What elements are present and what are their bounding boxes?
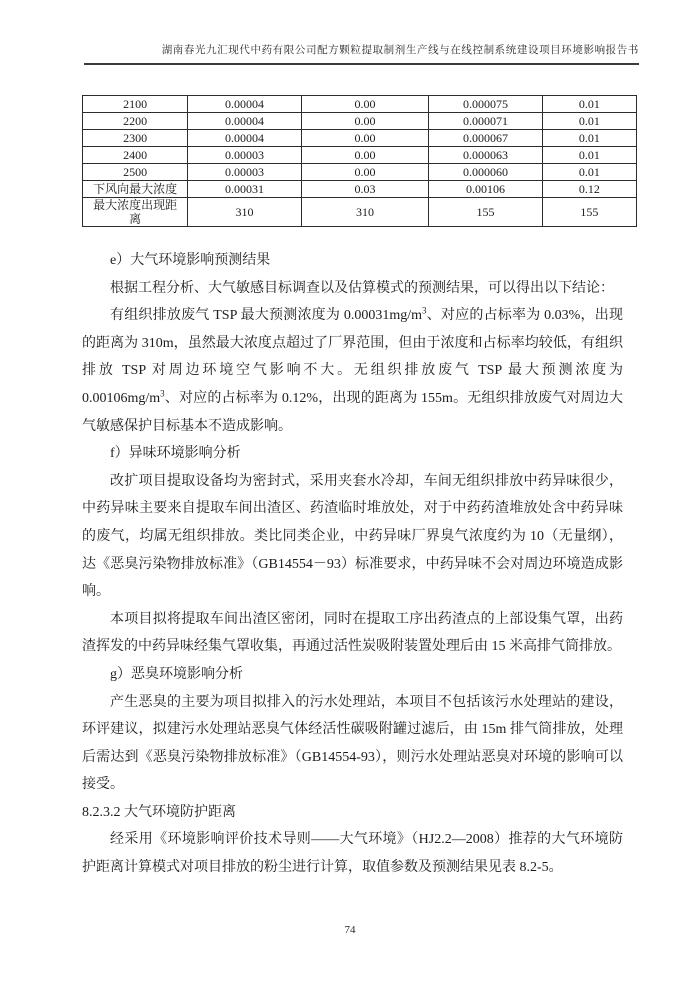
- section-g-heading: g）恶臭环境影响分析: [110, 666, 243, 682]
- table-row: [83, 198, 637, 227]
- text-segment: 、对应的占标率为 0.12%，出现的距离为 155m。无组织排放废气对周边大气敏感保护目标基本不造成影响。: [82, 390, 623, 434]
- text-segment: 有组织排放废气 TSP 最大预测浓度为 0.00031mg/m: [110, 308, 422, 324]
- value-cell: 155: [542, 198, 636, 227]
- table-row: [83, 164, 637, 181]
- section-e-heading: e）大气环境影响预测结果: [110, 253, 271, 268]
- value-cell: 0.000071: [429, 113, 543, 130]
- section-8232-heading: 8.2.3.2 大气环境防护距离: [82, 804, 236, 820]
- prediction-table-body: [83, 96, 637, 227]
- prediction-results-table: [82, 95, 637, 227]
- row-label-cell: 最大浓度出现距离: [83, 198, 188, 227]
- value-cell: 0.00: [301, 130, 428, 147]
- row-label-cell: 2200: [83, 113, 188, 130]
- value-cell: 0.01: [542, 96, 636, 113]
- value-cell: 0.01: [542, 147, 636, 164]
- value-cell: 0.00: [301, 164, 428, 181]
- value-cell: 310: [188, 198, 302, 227]
- value-cell: 0.03: [301, 181, 428, 198]
- table-row: [83, 147, 637, 164]
- body-content: [82, 247, 623, 882]
- value-cell: 0.00031: [188, 181, 302, 198]
- superscript: 3: [421, 305, 427, 316]
- value-cell: 0.00: [301, 147, 428, 164]
- value-cell: 0.00: [301, 96, 428, 113]
- paragraph-stench-analysis: 产生恶臭的主要为项目拟排入的污水处理站，本项目不包括该污水处理站的建设，环评建议，拟建污水处理站恶臭气体经活性碳吸附罐过滤后，由 15m 排气筒排放，处理后需达到《恶臭污染物排放标准》（GB14554-93），则污水处理站恶臭对环境的影响可以接受。: [82, 694, 623, 793]
- value-cell: 0.00106: [429, 181, 543, 198]
- text-segment: 、对应的占标率为 0.03%，出现的距离为 310m，虽然最大浓度点超过了厂界范围，但由于浓度和占标率均较低，有组织排放 TSP 对周边环境空气影响不大。无组织排放废气 TSP 最大预测浓度为 0.00106mg/m: [82, 308, 623, 406]
- row-label-cell: 2100: [83, 96, 188, 113]
- value-cell: 310: [301, 198, 428, 227]
- value-cell: 155: [429, 198, 543, 227]
- paragraph-tsp-prediction: [82, 302, 623, 440]
- value-cell: 0.00003: [188, 147, 302, 164]
- page-header: [84, 42, 639, 65]
- value-cell: 0.000060: [429, 164, 543, 181]
- value-cell: 0.01: [542, 164, 636, 181]
- table-row: [83, 96, 637, 113]
- value-cell: 0.00004: [188, 113, 302, 130]
- superscript: 3: [160, 388, 165, 399]
- value-cell: 0.000075: [429, 96, 543, 113]
- paragraph-conclusion-intro: 根据工程分析、大气敏感目标调查以及估算模式的预测结果，可以得出以下结论：: [110, 280, 614, 296]
- paragraph-protection-distance: 经采用《环境影响评价技术导则——大气环境》（HJ2.2—2008）推荐的大气环境防护距离计算模式对项目排放的粉尘进行计算，取值参数及预测结果见表 8.2-5。: [82, 832, 623, 876]
- page-number: 74: [344, 924, 356, 936]
- value-cell: 0.00: [301, 113, 428, 130]
- table-row: [83, 113, 637, 130]
- row-label-cell: 2400: [83, 147, 188, 164]
- value-cell: 0.000067: [429, 130, 543, 147]
- table-row: [83, 181, 637, 198]
- row-label-cell: 2500: [83, 164, 188, 181]
- value-cell: 0.00004: [188, 96, 302, 113]
- page-footer: [0, 924, 700, 936]
- section-f-heading: f）异味环境影响分析: [110, 446, 241, 462]
- header-title: 湖南春光九汇现代中药有限公司配方颗粒提取制剂生产线与在线控制系统建设项目环境影响报告书: [161, 45, 639, 56]
- value-cell: 0.12: [542, 181, 636, 198]
- value-cell: 0.000063: [429, 147, 543, 164]
- value-cell: 0.00003: [188, 164, 302, 181]
- value-cell: 0.01: [542, 113, 636, 130]
- table-row: [83, 130, 637, 147]
- paragraph-odor-measures: 本项目拟将提取车间出渣区密闭，同时在提取工序出药渣点的上部设集气罩，出药渣挥发的中药异味经集气罩收集，再通过活性炭吸附装置处理后由 15 米高排气筒排放。: [82, 611, 623, 655]
- paragraph-odor-analysis: 改扩项目提取设备均为密封式，采用夹套水冷却，车间无组织排放中药异味很少，中药异味主要来自提取车间出渣区、药渣临时堆放处，对于中药药渣堆放处含中药异味的废气，均属无组织排放。类比同类企业，中药异味厂界臭气浓度约为 10（无量纲），达《恶臭污染物排放标准》（GB14554－93）标准要求，中药异味不会对周边环境造成影响。: [82, 473, 623, 600]
- value-cell: 0.01: [542, 130, 636, 147]
- row-label-cell: 下风向最大浓度: [83, 181, 188, 198]
- value-cell: 0.00004: [188, 130, 302, 147]
- row-label-cell: 2300: [83, 130, 188, 147]
